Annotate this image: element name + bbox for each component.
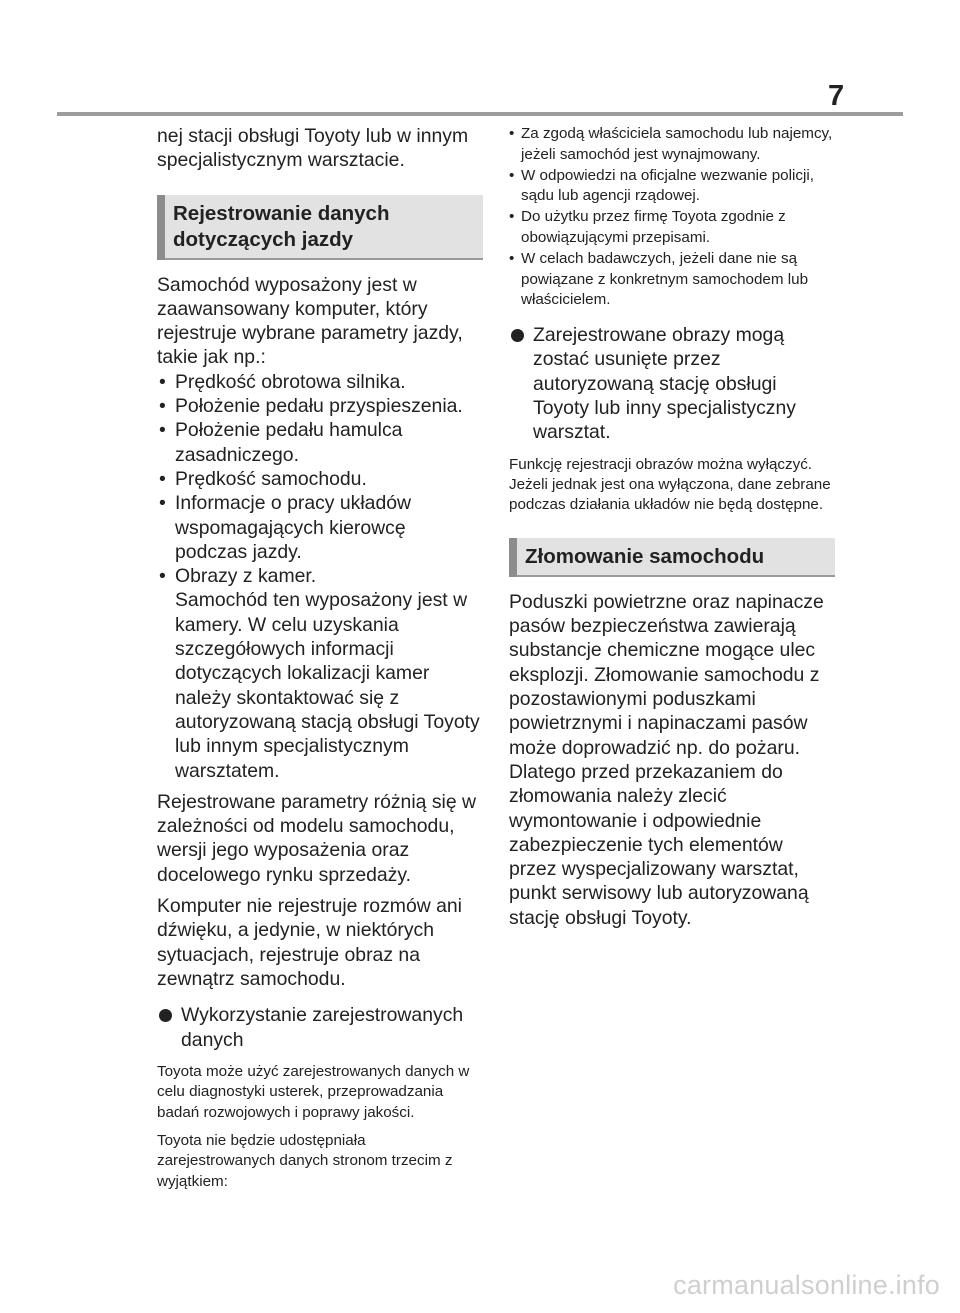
- page-number: 7: [828, 80, 845, 112]
- list-item: [157, 394, 483, 418]
- list-item: [157, 418, 483, 467]
- bullet-icon: •: [159, 395, 166, 418]
- image-deletion-item: [509, 323, 835, 444]
- list-item-text: Obrazy z kamer.: [175, 565, 317, 588]
- list-item-text: Informacje o pracy układów wspomagających kierowcę podczas jazdy.: [175, 492, 412, 563]
- bullet-icon: •: [509, 208, 515, 226]
- list-item: [157, 491, 483, 564]
- list-item-text: Prędkość obrotowa silnika.: [175, 370, 406, 393]
- list-item-text: W celach badawczych, jeżeli dane nie są powiązane z konkretnym samochodem lub właścicielem.: [521, 249, 809, 309]
- list-item-text: W odpowiedzi na oficjalne wezwanie policji, sądu lub agencji rządowej.: [521, 166, 814, 205]
- list-item-text: Prędkość samochodu.: [175, 467, 367, 490]
- list-item: [157, 564, 483, 783]
- intro-text: nej stacji obsługi Toyoty lub w innym specjalistycznym warsztacie.: [157, 125, 469, 172]
- section-heading-data-recording: [157, 195, 483, 260]
- list-item: [509, 249, 835, 311]
- parameter-list: [157, 370, 483, 783]
- no-audio-text: Komputer nie rejestruje rozmów ani dźwięku, a jedynie, w niektórych sytuacjach, rejestruje obraz na zewnątrz samochodu.: [157, 895, 462, 990]
- right-column: [509, 124, 835, 930]
- watermark: carmanualsonline.info: [673, 1270, 940, 1300]
- image-recording-text: Funkcję rejestracji obrazów można wyłączyć. Jeżeli jednak jest ona wyłączona, dane zebrane podczas działania układów nie będą dostępne.: [509, 455, 831, 514]
- bullet-icon: •: [159, 370, 166, 393]
- recording-intro: Samochód wyposażony jest w zaawansowany komputer, który rejestruje wybrane parametry jazdy, takie jak np.:: [157, 273, 463, 369]
- bullet-icon: •: [159, 467, 166, 490]
- bullet-icon: •: [509, 249, 515, 267]
- header-rule: [57, 112, 903, 116]
- heading-line-1: Rejestrowanie danych: [173, 201, 390, 225]
- data-usage-heading: Wykorzystanie zarejestrowanych danych: [181, 1004, 464, 1051]
- bullet-icon: •: [509, 166, 515, 184]
- camera-note: Samochód ten wyposażony jest w kamery. W celu uzyskania szczegółowych informacji dotyczących lokalizacji kamer należy skontaktować się z autoryzowaną stacją obsługi Toyoty lub innym specjalistycznym warsztatem.: [175, 589, 480, 782]
- list-item-text: Za zgodą właściciela samochodu lub najemcy, jeżeli samochód jest wynajmowany.: [521, 125, 833, 163]
- third-party-text: Toyota nie będzie udostępniała zarejestrowanych danych stronom trzecim z wyjątkiem:: [157, 1132, 453, 1190]
- bullet-icon: •: [159, 492, 166, 515]
- data-usage-item: [157, 1003, 483, 1052]
- list-item: [509, 166, 835, 208]
- list-item: [157, 467, 483, 491]
- bullet-icon: •: [159, 419, 166, 442]
- filled-circle-icon: [159, 1009, 172, 1022]
- image-deletion-heading: Zarejestrowane obrazy mogą zostać usunięte przez autoryzowaną stację obsługi Toyoty lub inny specjalistyczny warsztat.: [533, 324, 796, 444]
- exception-list: [509, 124, 835, 311]
- list-item: [509, 124, 835, 166]
- data-usage-text: Toyota może użyć zarejestrowanych danych w celu diagnostyki usterek, przeprowadzania badań rozwojowych i poprawy jakości.: [157, 1062, 470, 1121]
- list-item-text: Położenie pedału hamulca zasadniczego.: [175, 419, 403, 466]
- list-item: [157, 370, 483, 394]
- heading-line-2: dotyczących jazdy: [173, 227, 354, 251]
- parameters-vary-text: Rejestrowane parametry różnią się w zależności od modelu samochodu, wersji jego wyposażenia oraz docelowego rynku sprzedaży.: [157, 790, 476, 886]
- section-heading-scrapping: [509, 538, 835, 577]
- list-item: [509, 207, 835, 249]
- bullet-icon: •: [159, 565, 166, 588]
- bullet-icon: •: [509, 125, 515, 142]
- list-item-text: Do użytku przez firmę Toyota zgodnie z obowiązującymi przepisami.: [521, 208, 786, 246]
- scrapping-text: Poduszki powietrzne oraz napinacze pasów bezpieczeństwa zawierają substancje chemiczne mogące ulec eksplozji. Złomowanie samochodu z pozostawionymi poduszkami powietrznymi i napinaczami pasów może doprowadzić np. do pożaru. Dlatego przed przekazaniem do złomowania należy zlecić wymontowanie i odpowiednie zabezpieczenie tych elementów przez wyspecjalizowany warsztat, punkt serwisowy lub autoryzowaną stację obsługi Toyoty.: [509, 590, 824, 929]
- heading-text: Złomowanie samochodu: [525, 544, 765, 568]
- filled-circle-icon: [511, 329, 524, 342]
- left-column: [157, 124, 483, 1192]
- list-item-text: Położenie pedału przyspieszenia.: [175, 395, 463, 418]
